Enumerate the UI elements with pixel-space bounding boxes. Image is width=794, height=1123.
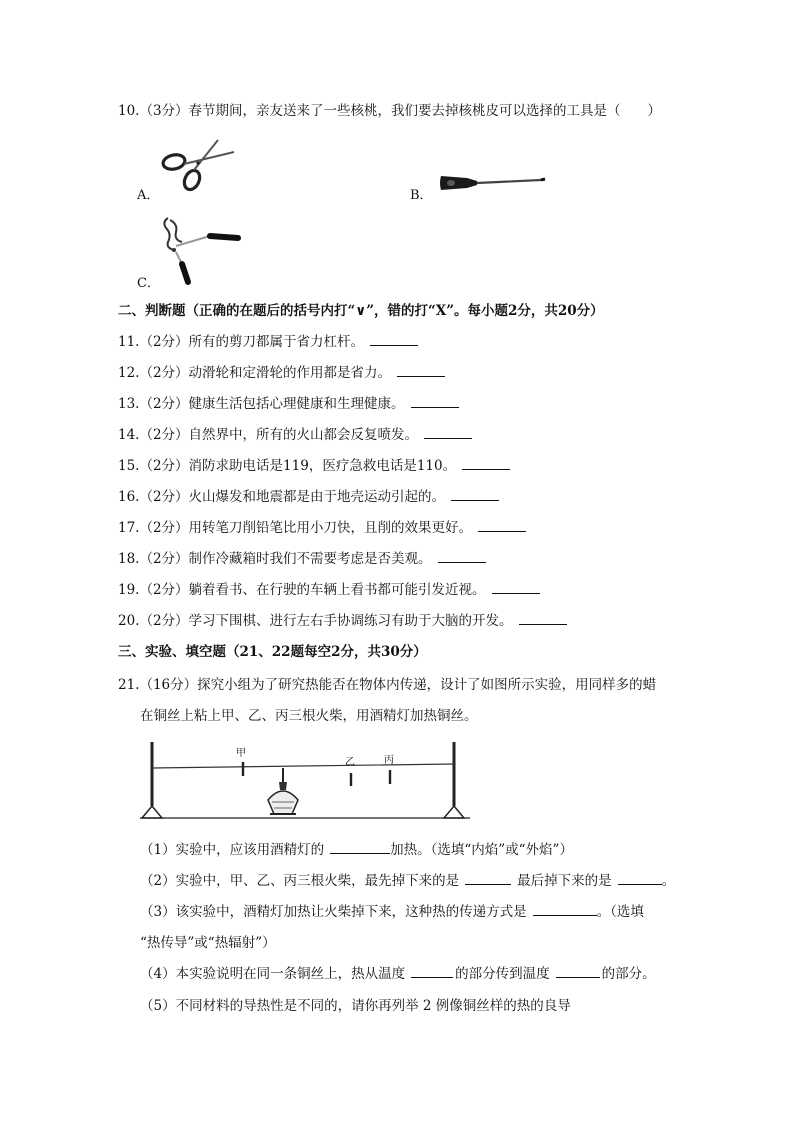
judgment-item: 18.（2分）制作冷藏箱时我们不需要考虑是否美观。 bbox=[118, 549, 486, 569]
judgment-item: 13.（2分）健康生活包括心理健康和生理健康。 bbox=[118, 394, 459, 414]
answer-blank[interactable] bbox=[556, 965, 600, 978]
copper-wire bbox=[152, 764, 454, 768]
q10-option-c-label[interactable]: C． bbox=[137, 276, 160, 291]
q10-option-a-label[interactable]: A． bbox=[137, 188, 160, 203]
q21-stem-line1: 21.（16分）探究小组为了研究热能否在物体内传递，设计了如图所示实验，用同样多的蜡 bbox=[118, 677, 657, 693]
q10-stem: 10.（3分）春节期间，亲友送来了一些核桃，我们要去掉核桃皮可以选择的工具是（ ） bbox=[118, 103, 662, 119]
scissors-icon[interactable] bbox=[160, 138, 238, 194]
judgment-item: 14.（2分）自然界中，所有的火山都会反复喷发。 bbox=[118, 425, 472, 445]
answer-blank[interactable] bbox=[478, 519, 526, 532]
answer-blank[interactable] bbox=[451, 488, 499, 501]
q10-option-b-label[interactable]: B． bbox=[410, 188, 433, 203]
left-stand-base bbox=[142, 806, 162, 818]
judgment-item: 12.（2分）动滑轮和定滑轮的作用都是省力。 bbox=[118, 363, 445, 383]
answer-blank[interactable] bbox=[424, 426, 472, 439]
screwdriver-icon[interactable] bbox=[437, 170, 549, 196]
section2-heading: 二、判断题（正确的在题后的括号内打“∨”，错的打“X”。每小题2分，共20分） bbox=[118, 303, 604, 319]
answer-blank[interactable] bbox=[462, 457, 510, 470]
answer-blank[interactable] bbox=[465, 872, 511, 885]
q21-sub3-line2: “热传导”或“热辐射”） bbox=[140, 935, 276, 951]
q21-sub2: （2）实验中，甲、乙、丙三根火柴，最先掉下来的是 最后掉下来的是 。 bbox=[140, 873, 676, 889]
q21-sub4: （4）本实验说明在同一条铜丝上，热从温度 的部分传到温度 的部分。 bbox=[140, 966, 656, 982]
figure-label-bing: 丙 bbox=[384, 755, 394, 766]
answer-blank[interactable] bbox=[330, 841, 390, 854]
q21-sub3: （3）该实验中，酒精灯加热让火柴掉下来，这种热的传递方式是 。（选填 bbox=[140, 904, 644, 920]
answer-blank[interactable] bbox=[519, 612, 567, 625]
judgment-item: 15.（2分）消防求助电话是119，医疗急救电话是110。 bbox=[118, 456, 510, 476]
copper-wire-experiment-figure bbox=[140, 738, 470, 824]
right-stand-base bbox=[444, 806, 464, 818]
judgment-item: 11.（2分）所有的剪刀都属于省力杠杆。 bbox=[118, 332, 418, 352]
judgment-item: 16.（2分）火山爆发和地震都是由于地壳运动引起的。 bbox=[118, 487, 499, 507]
answer-blank[interactable] bbox=[411, 395, 459, 408]
nutcracker-icon[interactable] bbox=[160, 214, 242, 284]
judgment-item: 19.（2分）躺着看书、在行驶的车辆上看书都可能引发近视。 bbox=[118, 580, 540, 600]
section3-heading: 三、实验、填空题（21、22题每空2分，共30分） bbox=[118, 644, 427, 660]
q21-stem-line2: 在铜丝上粘上甲、乙、丙三根火柴，用酒精灯加热铜丝。 bbox=[140, 708, 478, 724]
q21-sub1: （1）实验中，应该用酒精灯的 加热。（选填“内焰”或“外焰”） bbox=[140, 842, 573, 858]
answer-blank[interactable] bbox=[438, 550, 486, 563]
answer-blank[interactable] bbox=[397, 364, 445, 377]
answer-blank[interactable] bbox=[618, 872, 662, 885]
answer-blank[interactable] bbox=[533, 903, 597, 916]
answer-blank[interactable] bbox=[411, 965, 453, 978]
alcohol-lamp bbox=[268, 768, 298, 814]
answer-blank[interactable] bbox=[492, 581, 540, 594]
judgment-item: 20.（2分）学习下围棋、进行左右手协调练习有助于大脑的开发。 bbox=[118, 611, 567, 631]
figure-label-yi: 乙 bbox=[345, 757, 355, 768]
q21-sub5: （5）不同材料的导热性是不同的，请你再列举 2 例像铜丝样的热的良导 bbox=[140, 998, 571, 1014]
figure-label-jia: 甲 bbox=[236, 748, 246, 759]
judgment-item: 17.（2分）用转笔刀削铅笔比用小刀快，且削的效果更好。 bbox=[118, 518, 526, 538]
answer-blank[interactable] bbox=[370, 333, 418, 346]
